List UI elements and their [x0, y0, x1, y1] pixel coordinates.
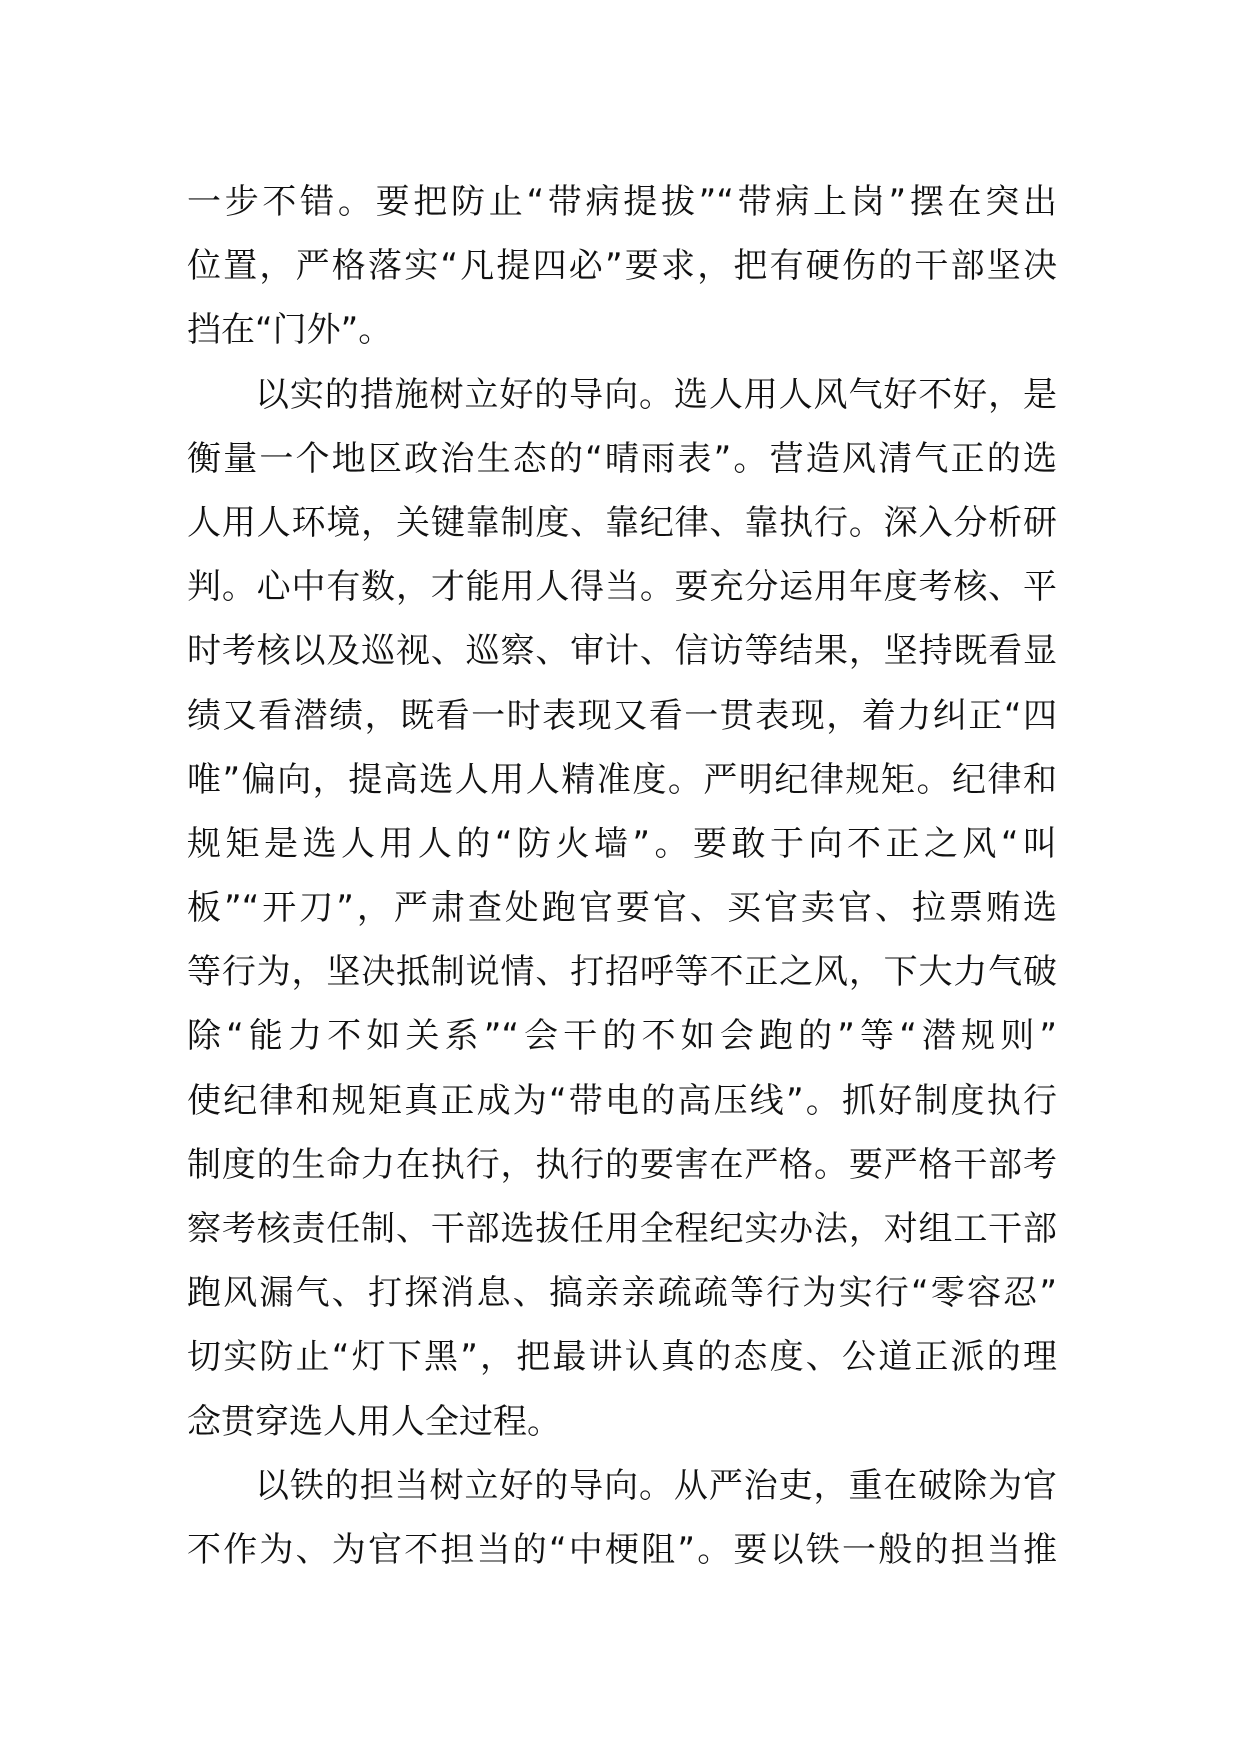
text-line: 人用人环境，关键靠制度、靠纪律、靠执行。深入分析研 — [187, 502, 1057, 543]
text-line: 位置，严格落实“凡提四必”要求，把有硬伤的干部坚决 — [187, 246, 1057, 287]
text-line: 以实的措施树立好的导向。选人用人风气好不好，是 — [255, 374, 1057, 415]
text-line: 切实防止“灯下黑”，把最讲认真的态度、公道正派的理 — [187, 1337, 1057, 1378]
document-body — [187, 170, 1057, 1582]
text-line: 唯”偏向，提高选人用人精准度。严明纪律规矩。纪律和 — [187, 759, 1057, 800]
text-line: 察考核责任制、干部选拔任用全程纪实办法，对组工干部 — [187, 1209, 1057, 1249]
text-line: 衡量一个地区政治生态的“晴雨表”。营造风清气正的选 — [187, 438, 1057, 479]
text-line: 规矩是选人用人的“防火墙”。要敢于向不正之风“叫 — [187, 823, 1057, 864]
text-line: 等行为，坚决抵制说情、打招呼等不正之风，下大力气破 — [187, 952, 1057, 993]
text-line: 板”“开刀”，严肃查处跑官要官、买官卖官、拉票贿选 — [187, 888, 1057, 929]
text-line: 使纪律和规矩真正成为“带电的高压线”。抓好制度执行 — [187, 1080, 1057, 1121]
text-line: 以铁的担当树立好的导向。从严治吏，重在破除为官 — [255, 1465, 1057, 1506]
text-line: 跑风漏气、打探消息、搞亲亲疏疏等行为实行“零容忍” — [187, 1273, 1057, 1314]
text-line: 时考核以及巡视、巡察、审计、信访等结果，坚持既看显 — [187, 631, 1057, 672]
text-line: 不作为、为官不担当的“中梗阻”。要以铁一般的担当推 — [187, 1529, 1057, 1570]
text-line: 绩又看潜绩，既看一时表现又看一贯表现，着力纠正“四 — [187, 695, 1057, 736]
text-line: 判。心中有数，才能用人得当。要充分运用年度考核、平 — [187, 567, 1057, 608]
text-line: 挡在“门外”。 — [187, 310, 393, 351]
text-line: 一步不错。要把防止“带病提拔”“带病上岗”摆在突出 — [187, 182, 1057, 222]
text-line: 制度的生命力在执行，执行的要害在严格。要严格干部考 — [187, 1144, 1057, 1185]
text-line: 念贯穿选人用人全过程。 — [187, 1401, 561, 1442]
text-line: 除“能力不如关系”“会干的不如会跑的”等“潜规则” — [187, 1016, 1057, 1057]
